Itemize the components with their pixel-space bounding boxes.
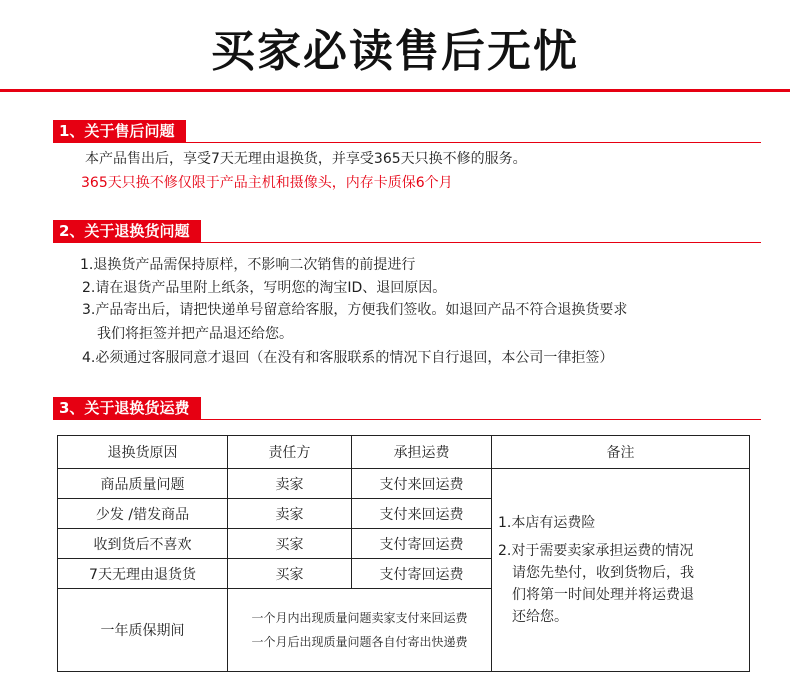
page-title: 买家必读售后无忧 bbox=[211, 26, 579, 77]
table-row bbox=[58, 469, 750, 499]
note-2-line: 请您先垫付，收到货物后，我 bbox=[512, 565, 694, 581]
section1-heading: 1、关于售后问题 bbox=[53, 120, 186, 143]
section2-divider bbox=[53, 242, 761, 243]
warranty-label: 一年质保期间 bbox=[58, 589, 228, 672]
section3-divider bbox=[53, 419, 761, 420]
header-reason: 退换货原因 bbox=[58, 436, 228, 469]
party-cell: 买家 bbox=[228, 529, 352, 559]
party-cell: 卖家 bbox=[228, 499, 352, 529]
note-2-line: 2.对于需要卖家承担运费的情况 bbox=[498, 543, 694, 559]
fee-cell: 支付寄回运费 bbox=[352, 559, 492, 589]
warranty-terms bbox=[228, 589, 492, 672]
header-fee: 承担运费 bbox=[352, 436, 492, 469]
section1-divider bbox=[53, 142, 761, 143]
party-cell: 卖家 bbox=[228, 469, 352, 499]
note-2-line: 们将第一时间处理并将运费退 bbox=[512, 587, 694, 603]
section2-item: 3.产品寄出后，请把快递单号留意给客服，方便我们签收。如退回产品不符合退换货要求 bbox=[82, 302, 628, 318]
table-header-row bbox=[58, 436, 750, 469]
header-party: 责任方 bbox=[228, 436, 352, 469]
note-2-line: 还给您。 bbox=[512, 609, 568, 625]
party-cell: 买家 bbox=[228, 559, 352, 589]
reason-cell: 商品质量问题 bbox=[58, 469, 228, 499]
warranty-term-line: 一个月后出现质量问题各自付寄出快递费 bbox=[251, 635, 468, 649]
section1-line1: 本产品售出后，享受7天无理由退换货，并享受365天只换不修的服务。 bbox=[85, 151, 527, 167]
warranty-term-line: 一个月内出现质量问题卖家支付来回运费 bbox=[251, 611, 468, 625]
fee-cell: 支付来回运费 bbox=[352, 469, 492, 499]
section2-item: 我们将拒签并把产品退还给您。 bbox=[97, 326, 293, 342]
header-notes: 备注 bbox=[492, 436, 750, 469]
section3-heading: 3、关于退换货运费 bbox=[53, 397, 201, 420]
note-1: 1.本店有运费险 bbox=[498, 515, 596, 531]
title-divider bbox=[0, 89, 790, 92]
section1-line2-highlight: 365天只换不修仅限于产品主机和摄像头，内存卡质保6个月 bbox=[81, 175, 453, 191]
notes-cell bbox=[492, 469, 750, 672]
section2-heading: 2、关于退换货问题 bbox=[53, 220, 201, 243]
fee-cell: 支付寄回运费 bbox=[352, 529, 492, 559]
fee-cell: 支付来回运费 bbox=[352, 499, 492, 529]
reason-cell: 收到货后不喜欢 bbox=[58, 529, 228, 559]
section2-item: 4.必须通过客服同意才退回（在没有和客服联系的情况下自行退回，本公司一律拒签） bbox=[82, 350, 614, 366]
section2-item: 1.退换货产品需保持原样，不影响二次销售的前提进行 bbox=[80, 257, 416, 273]
reason-cell: 少发 /错发商品 bbox=[58, 499, 228, 529]
reason-cell: 7天无理由退货货 bbox=[58, 559, 228, 589]
shipping-fee-table bbox=[57, 435, 750, 672]
section2-item: 2.请在退货产品里附上纸条，写明您的淘宝ID、退回原因。 bbox=[82, 280, 447, 296]
